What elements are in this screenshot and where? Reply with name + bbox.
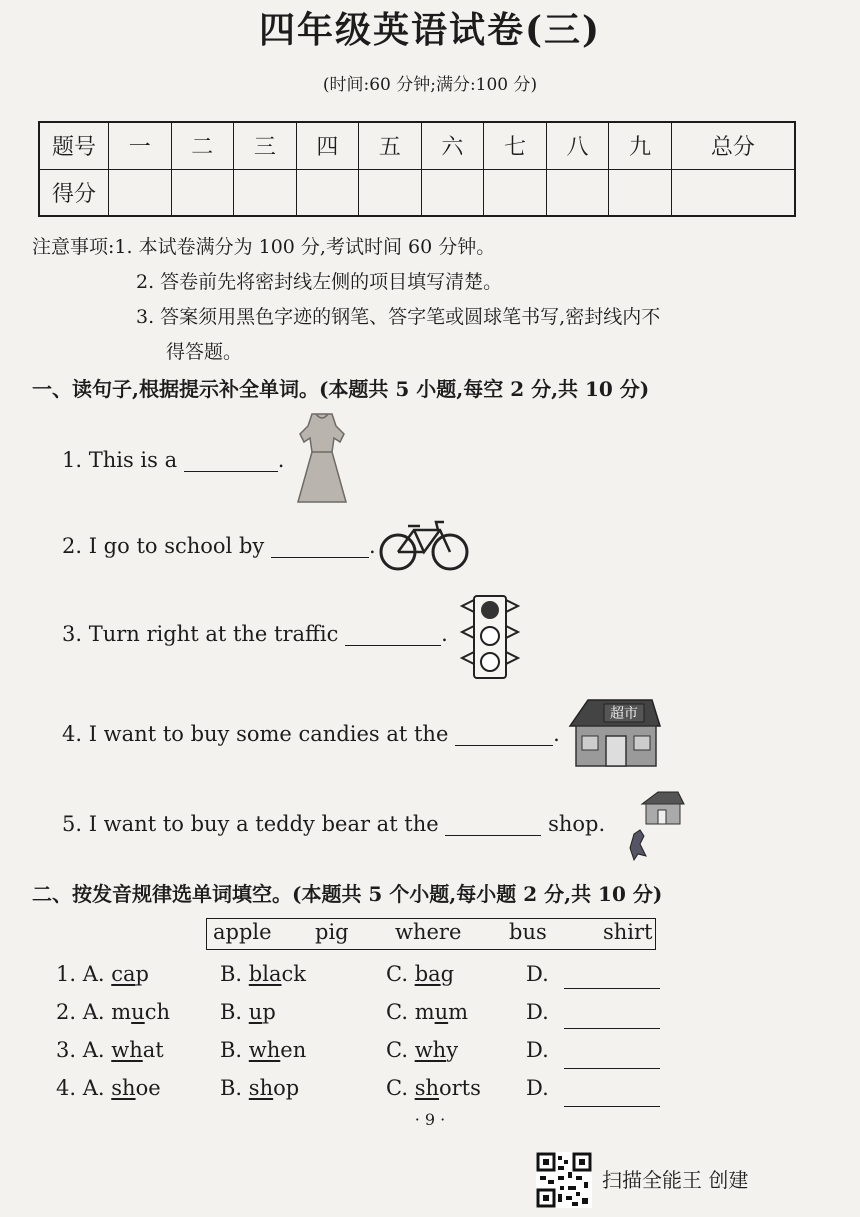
phonics-answer-blank[interactable] bbox=[564, 988, 660, 989]
phonics-row-1-a: 1. A. cap bbox=[56, 962, 149, 986]
toy-shop-image bbox=[620, 788, 686, 864]
note-item: 1. 本试卷满分为 100 分,考试时间 60 分钟。 bbox=[114, 236, 496, 258]
word-option: apple bbox=[213, 920, 272, 944]
score-table-score-row bbox=[39, 169, 795, 216]
answer-blank[interactable] bbox=[455, 745, 553, 746]
question-2: 2. I go to school by . bbox=[62, 534, 376, 558]
dress-image bbox=[296, 412, 348, 506]
phonics-row-1-c: C. bag bbox=[386, 962, 455, 986]
score-cell: 六 bbox=[421, 122, 484, 169]
section-1-heading: 一、读句子,根据提示补全单词。(本题共 5 小题,每空 2 分,共 10 分) bbox=[32, 377, 650, 401]
word-option: pig bbox=[315, 920, 349, 944]
phonics-row-4-a: 4. A. shoe bbox=[56, 1076, 161, 1100]
phonics-row-1-d-label: D. bbox=[526, 962, 549, 986]
phonics-row-2-c: C. mum bbox=[386, 1000, 469, 1024]
question-4: 4. I want to buy some candies at the . bbox=[62, 722, 560, 746]
scanner-watermark-text: 扫描全能王 创建 bbox=[602, 1168, 749, 1192]
question-3: 3. Turn right at the traffic . bbox=[62, 622, 448, 646]
phonics-row-2-d-label: D. bbox=[526, 1000, 549, 1024]
word-box bbox=[206, 918, 656, 950]
score-input-cell[interactable] bbox=[359, 169, 422, 216]
score-input-cell[interactable] bbox=[484, 169, 547, 216]
score-cell: 二 bbox=[171, 122, 234, 169]
score-input-cell[interactable] bbox=[421, 169, 484, 216]
score-input-cell[interactable] bbox=[546, 169, 609, 216]
answer-blank[interactable] bbox=[271, 557, 369, 558]
score-cell: 七 bbox=[484, 122, 547, 169]
score-input-cell[interactable] bbox=[671, 169, 795, 216]
phonics-row-4-b: B. shop bbox=[220, 1076, 300, 1100]
answer-blank[interactable] bbox=[445, 835, 541, 836]
phonics-row-4-c: C. shorts bbox=[386, 1076, 481, 1100]
score-cell: 题号 bbox=[39, 122, 109, 169]
score-input-cell[interactable] bbox=[234, 169, 297, 216]
score-cell: 九 bbox=[609, 122, 672, 169]
page-number: · 9 · bbox=[414, 1110, 446, 1129]
score-input-cell[interactable] bbox=[171, 169, 234, 216]
note-item: 得答题。 bbox=[166, 341, 243, 363]
score-cell: 四 bbox=[296, 122, 359, 169]
phonics-row-2-a: 2. A. much bbox=[56, 1000, 170, 1024]
phonics-answer-blank[interactable] bbox=[564, 1068, 660, 1069]
section-2-heading: 二、按发音规律选单词填空。(本题共 5 个小题,每小题 2 分,共 10 分) bbox=[32, 882, 663, 906]
phonics-row-2-b: B. up bbox=[220, 1000, 276, 1024]
answer-blank[interactable] bbox=[345, 645, 441, 646]
note-item: 2. 答卷前先将密封线左侧的项目填写清楚。 bbox=[136, 271, 503, 293]
question-5: 5. I want to buy a teddy bear at the shop. bbox=[62, 812, 606, 836]
supermarket-sign: 超市 bbox=[610, 706, 638, 722]
word-option: bus bbox=[509, 920, 547, 944]
notes-label: 注意事项: bbox=[32, 236, 115, 258]
score-input-cell[interactable] bbox=[296, 169, 359, 216]
page-title: 四年级英语试卷(三) bbox=[258, 9, 602, 51]
score-cell: 八 bbox=[546, 122, 609, 169]
phonics-row-3-c: C. why bbox=[386, 1038, 459, 1062]
word-option: shirt bbox=[603, 920, 653, 944]
score-cell: 总分 bbox=[671, 122, 795, 169]
score-input-cell[interactable] bbox=[609, 169, 672, 216]
score-cell: 三 bbox=[234, 122, 297, 169]
phonics-row-1-b: B. black bbox=[220, 962, 306, 986]
note-item: 3. 答案须用黑色字迹的钢笔、答字笔或圆球笔书写,密封线内不 bbox=[136, 306, 661, 328]
bicycle-image bbox=[378, 516, 470, 572]
page-subtitle: (时间:60 分钟;满分:100 分) bbox=[322, 75, 538, 95]
answer-blank[interactable] bbox=[184, 471, 278, 472]
score-input-cell[interactable] bbox=[109, 169, 172, 216]
word-option: where bbox=[395, 920, 462, 944]
traffic-light-image bbox=[456, 594, 524, 682]
supermarket-image bbox=[568, 696, 662, 768]
score-row-label: 得分 bbox=[39, 169, 109, 216]
score-table-header-row bbox=[39, 122, 795, 169]
phonics-row-3-a: 3. A. what bbox=[56, 1038, 164, 1062]
phonics-row-4-d-label: D. bbox=[526, 1076, 549, 1100]
phonics-row-3-d-label: D. bbox=[526, 1038, 549, 1062]
phonics-row-3-b: B. when bbox=[220, 1038, 307, 1062]
phonics-answer-blank[interactable] bbox=[564, 1106, 660, 1107]
qr-code-icon bbox=[536, 1152, 592, 1208]
phonics-answer-blank[interactable] bbox=[564, 1028, 660, 1029]
score-cell: 一 bbox=[109, 122, 172, 169]
question-1: 1. This is a . bbox=[62, 448, 285, 472]
score-cell: 五 bbox=[359, 122, 422, 169]
score-table bbox=[38, 121, 796, 217]
